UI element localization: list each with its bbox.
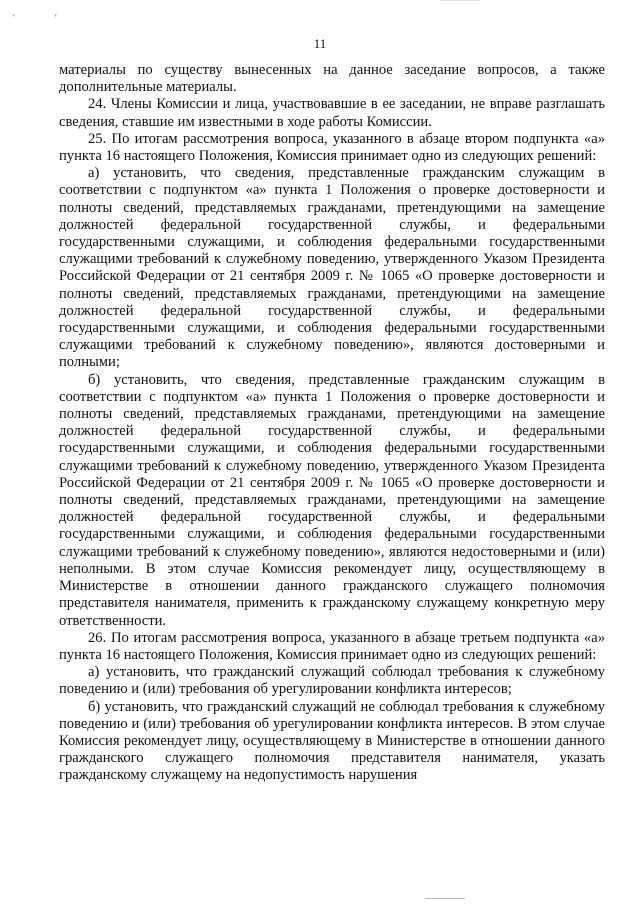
paragraph-26: 26. По итогам рассмотрения вопроса, указанного в абзаце третьем подпункта «а» пункта 16 настоящего Положения, Комиссия принимает одно из следующих решений: (59, 629, 605, 663)
page-number: 11 (313, 36, 327, 51)
paragraph-25: 25. По итогам рассмотрения вопроса, указанного в абзаце втором подпункта «а» пункта 16 настоящего Положения, Комиссия принимает одно из следующих решений: (59, 130, 605, 165)
scan-artifact-bottom (425, 898, 465, 899)
scan-mark-left: ' (13, 13, 15, 23)
paragraph-25-a: а) установить, что сведения, представленные гражданским служащим в соответствии с подпунктом «а» пункта 1 Положения о проверке достоверности и полноты сведений, представляемых гражданами, претендующими на замещение должностей федеральной государственной службы, и федеральными государственными служащими, и соблюдения федеральными государственными служащими требований к служебному поведению, утвержденного Указом Президента Российской Федерации от 21 сентября 2009 г. № 1065 «О проверке достоверности и полноты сведений, представляемых гражданами, претендующими на замещение должностей федеральной государственной службы, и федеральными государственными служащими, и соблюдения федеральными государственными служащими требований к служебному поведению», являются достоверными и полными; (59, 165, 605, 371)
paragraph-26-a: а) установить, что гражданский служащий соблюдал требования к служебному поведению и (или) требования об урегулировании конфликта интересов; (59, 664, 605, 698)
scan-mark-right: ' (55, 13, 57, 23)
paragraph-26-b: б) установить, что гражданский служащий не соблюдал требования к служебному поведению и (или) требования об урегулировании конфликта интересов. В этом случае Комиссия рекомендует лицу, осуществляющему в Министерстве в отношении данного гражданского служащего полномочия представителя нанимателя, указать гражданскому служащему на недопустимость нарушения (59, 698, 605, 784)
paragraph-25-b: б) установить, что сведения, представленные гражданским служащим в соответствии с подпунктом «а» пункта 1 Положения о проверке достоверности и полноты сведений, представляемых гражданами, претендующими на замещение должностей федеральной государственной службы, и федеральными государственными служащими, и соблюдения федеральными государственными служащими требований к служебному поведению, утвержденного Указом Президента Российской Федерации от 21 сентября 2009 г. № 1065 «О проверке достоверности и полноты сведений, представляемых гражданами, претендующими на замещение должностей федеральной государственной службы, и федеральными государственными служащими, и соблюдения федеральными государственными служащими требований к служебному поведению», являются недостоверными и (или) неполными. В этом случае Комиссия рекомендует лицу, осуществляющему в Министерстве в отношении данного гражданского служащего полномочия представителя нанимателя, применить к гражданскому служащему конкретную меру ответственности. (59, 371, 605, 629)
paragraph-continuation: материалы по существу вынесенных на данное заседание вопросов, а также дополнительные материалы. (59, 62, 605, 96)
document-body (59, 62, 605, 785)
paragraph-24: 24. Члены Комиссии и лица, участвовавшие в ее заседании, не вправе разглашать сведения, ставшие им известными в ходе работы Комиссии. (59, 96, 605, 130)
scan-artifact-top (440, 0, 480, 1)
